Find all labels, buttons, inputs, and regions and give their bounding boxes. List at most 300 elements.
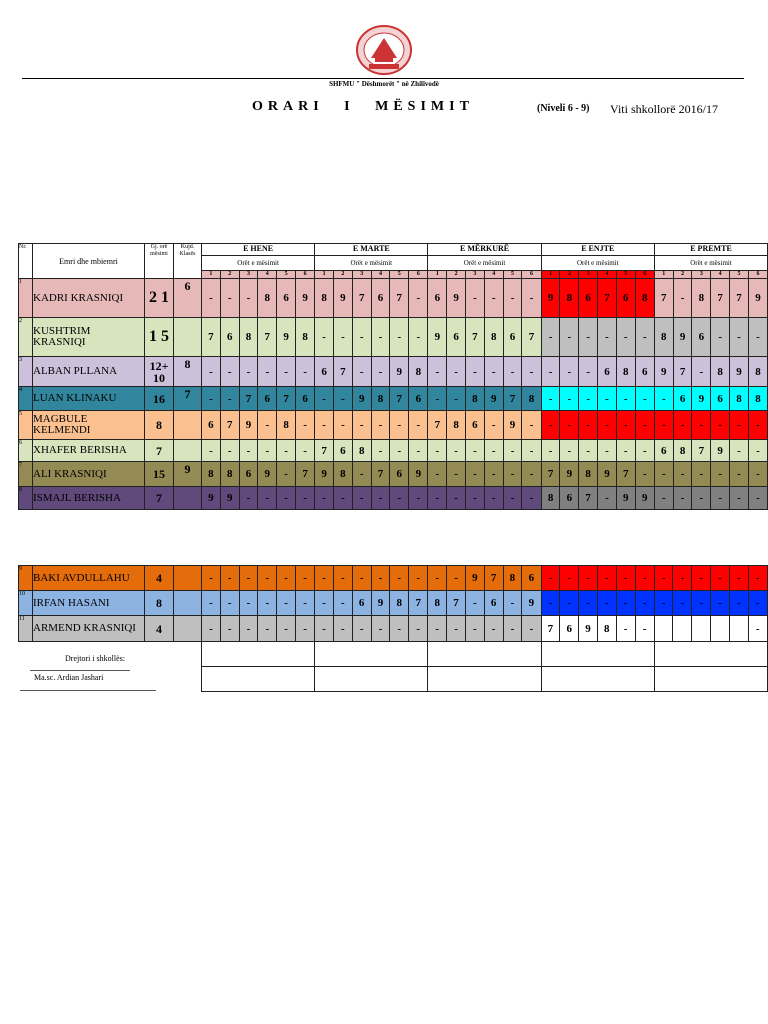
- schedule-cell: -: [409, 411, 428, 440]
- schedule-cell: 6: [220, 318, 239, 357]
- schedule-cell: -: [258, 566, 277, 591]
- period-number: 5: [616, 271, 635, 279]
- schedule-cell: -: [277, 566, 296, 591]
- schedule-cell: 9: [541, 279, 560, 318]
- schedule-cell: 9: [692, 387, 711, 411]
- teacher-hours: 7: [145, 487, 174, 510]
- schedule-cell: -: [541, 591, 560, 616]
- schedule-cell: -: [711, 318, 730, 357]
- period-number: 2: [220, 271, 239, 279]
- schedule-cell: -: [466, 487, 485, 510]
- schedule-cell: -: [295, 440, 314, 462]
- schedule-cell: -: [748, 462, 767, 487]
- schedule-cell: -: [277, 487, 296, 510]
- period-number: 4: [598, 271, 617, 279]
- schedule-cell: -: [730, 487, 749, 510]
- schedule-cell: -: [522, 487, 541, 510]
- teacher-hours: 8: [145, 411, 174, 440]
- schedule-cell: -: [579, 440, 598, 462]
- signature-line: [30, 670, 130, 671]
- schedule-cell: -: [730, 411, 749, 440]
- level-label: (Niveli 6 - 9): [537, 103, 590, 114]
- schedule-cell: 9: [654, 357, 673, 387]
- schedule-cell: 6: [334, 440, 353, 462]
- schedule-cell: -: [635, 566, 654, 591]
- schedule-cell: -: [466, 462, 485, 487]
- class-teacher: [174, 411, 202, 440]
- schedule-cell: 6: [503, 318, 522, 357]
- schedule-cell: -: [711, 411, 730, 440]
- schedule-cell: -: [315, 318, 334, 357]
- schedule-cell: -: [466, 279, 485, 318]
- schedule-cell: 7: [428, 411, 447, 440]
- schedule-cell: -: [635, 411, 654, 440]
- day-name: E ENJTE: [581, 244, 615, 253]
- schedule-cell: 7: [711, 279, 730, 318]
- schedule-cell: -: [202, 440, 221, 462]
- schedule-cell: 6: [579, 279, 598, 318]
- schedule-cell: 7: [541, 462, 560, 487]
- blank-cell: [428, 667, 541, 692]
- table-row: [19, 566, 768, 591]
- schedule-cell: -: [484, 616, 503, 642]
- schedule-cell: 7: [616, 462, 635, 487]
- schedule-cell: 9: [390, 357, 409, 387]
- schedule-cell: -: [390, 440, 409, 462]
- row-number: 2: [19, 318, 33, 357]
- schedule-cell: 9: [673, 318, 692, 357]
- schedule-cell: -: [484, 411, 503, 440]
- teacher-hours: 8: [145, 591, 174, 616]
- schedule-cell: -: [635, 616, 654, 642]
- schedule-cell: -: [616, 440, 635, 462]
- schedule-cell: -: [371, 487, 390, 510]
- schedule-cell: 8: [522, 387, 541, 411]
- period-number: 3: [579, 271, 598, 279]
- teacher-hours: 1 5: [145, 318, 174, 357]
- table-row: [19, 487, 768, 510]
- schedule-cell: 9: [484, 387, 503, 411]
- schedule-cell: -: [277, 591, 296, 616]
- schedule-cell: -: [730, 440, 749, 462]
- schedule-cell: -: [598, 440, 617, 462]
- row-number: 8: [19, 487, 33, 510]
- schedule-cell: 9: [616, 487, 635, 510]
- schedule-cell: -: [541, 357, 560, 387]
- period-number: 3: [466, 271, 485, 279]
- table-row: [19, 462, 768, 487]
- schedule-cell: 6: [654, 440, 673, 462]
- schedule-cell: -: [503, 462, 522, 487]
- table-row: [19, 357, 768, 387]
- table-row: [19, 279, 768, 318]
- schedule-cell: -: [202, 591, 221, 616]
- schedule-cell: 8: [673, 440, 692, 462]
- schedule-cell: 8: [579, 462, 598, 487]
- day-header: [654, 244, 767, 271]
- schedule-cell: 8: [277, 411, 296, 440]
- schedule-cell: -: [447, 487, 466, 510]
- row-number: 3: [19, 357, 33, 387]
- schedule-cell: -: [220, 566, 239, 591]
- schedule-cell: -: [748, 487, 767, 510]
- class-teacher: 7: [174, 387, 202, 411]
- period-number: 6: [409, 271, 428, 279]
- schedule-cell: 7: [371, 462, 390, 487]
- schedule-cell: 7: [598, 279, 617, 318]
- schedule-cell: 9: [748, 279, 767, 318]
- period-number: 6: [295, 271, 314, 279]
- period-number: 5: [390, 271, 409, 279]
- schedule-cell: -: [579, 591, 598, 616]
- class-teacher: 9: [174, 462, 202, 487]
- schedule-cell: 8: [711, 357, 730, 387]
- schedule-cell: 6: [522, 566, 541, 591]
- period-number: 1: [315, 271, 334, 279]
- period-number: 3: [692, 271, 711, 279]
- schedule-cell: 8: [484, 318, 503, 357]
- schedule-cell: -: [447, 357, 466, 387]
- schedule-cell: 8: [730, 387, 749, 411]
- schedule-cell: -: [673, 411, 692, 440]
- schedule-cell: -: [239, 357, 258, 387]
- schedule-cell: -: [334, 411, 353, 440]
- schedule-cell: 9: [220, 487, 239, 510]
- day-subheader: Orët e mësimit: [202, 255, 314, 270]
- teacher-hours: 12+ 10: [145, 357, 174, 387]
- schedule-cell: 6: [277, 279, 296, 318]
- schedule-cell: 9: [465, 566, 484, 591]
- row-number: 4: [19, 387, 33, 411]
- blank-cell: [315, 642, 428, 667]
- schedule-cell: 9: [447, 279, 466, 318]
- schedule-cell: 6: [560, 616, 579, 642]
- table-row: [19, 387, 768, 411]
- schedule-cell: -: [503, 616, 522, 642]
- schedule-cell: 7: [334, 357, 353, 387]
- period-number: 3: [239, 271, 258, 279]
- teacher-name: KADRI KRASNIQI: [33, 279, 145, 318]
- schedule-cell: [729, 616, 748, 642]
- schedule-cell: 8: [654, 318, 673, 357]
- schedule-cell: 9: [579, 616, 598, 642]
- schedule-cell: -: [239, 591, 258, 616]
- schedule-cell: -: [220, 357, 239, 387]
- schedule-cell: -: [315, 487, 334, 510]
- period-number: 2: [334, 271, 353, 279]
- class-teacher: [174, 318, 202, 357]
- schedule-cell: 9: [277, 318, 296, 357]
- blank-cell: [541, 642, 654, 667]
- schedule-cell: 6: [428, 279, 447, 318]
- teacher-name: XHAFER BERISHA: [33, 440, 145, 462]
- schedule-cell: -: [730, 318, 749, 357]
- schedule-cell: -: [295, 566, 314, 591]
- schedule-cell: -: [465, 591, 484, 616]
- schedule-cell: 8: [202, 462, 221, 487]
- schedule-cell: -: [579, 411, 598, 440]
- class-teacher: [174, 487, 202, 510]
- schedule-cell: 8: [748, 387, 767, 411]
- class-teacher: 8: [174, 357, 202, 387]
- schedule-cell: -: [484, 357, 503, 387]
- schedule-cell: -: [295, 411, 314, 440]
- schedule-cell: -: [748, 440, 767, 462]
- schedule-cell: -: [711, 566, 730, 591]
- schedule-cell: -: [465, 616, 484, 642]
- teacher-name: ISMAJL BERISHA: [33, 487, 145, 510]
- schedule-cell: -: [333, 616, 352, 642]
- school-year: Viti shkollorë 2016/17: [610, 102, 718, 116]
- schedule-cell: -: [352, 318, 371, 357]
- schedule-cell: 8: [616, 357, 635, 387]
- row-number: 6: [19, 440, 33, 462]
- schedule-cell: -: [239, 279, 258, 318]
- schedule-cell: 8: [334, 462, 353, 487]
- schedule-cell: 9: [560, 462, 579, 487]
- schedule-cell: -: [748, 566, 767, 591]
- class-teacher: [174, 591, 202, 616]
- day-name: E HENE: [243, 244, 274, 253]
- schedule-cell: 7: [522, 318, 541, 357]
- school-logo: [355, 24, 413, 76]
- schedule-cell: 7: [295, 462, 314, 487]
- schedule-cell: 8: [503, 566, 522, 591]
- schedule-cell: 7: [277, 387, 296, 411]
- row-number: 11: [19, 616, 33, 642]
- schedule-cell: 8: [748, 357, 767, 387]
- schedule-cell: -: [295, 357, 314, 387]
- schedule-cell: 6: [295, 387, 314, 411]
- schedule-cell: -: [597, 566, 616, 591]
- schedule-cell: 6: [560, 487, 579, 510]
- day-name: E MARTE: [352, 244, 390, 253]
- schedule-cell: 8: [597, 616, 616, 642]
- class-teacher: [174, 616, 202, 642]
- schedule-cell: -: [352, 616, 371, 642]
- schedule-cell: 8: [409, 357, 428, 387]
- schedule-cell: -: [409, 318, 428, 357]
- schedule-cell: 6: [315, 357, 334, 387]
- schedule-cell: -: [635, 387, 654, 411]
- schedule-cell: -: [447, 462, 466, 487]
- schedule-cell: -: [654, 462, 673, 487]
- schedule-cell: -: [258, 357, 277, 387]
- schedule-cell: -: [315, 387, 334, 411]
- schedule-cell: 8: [258, 279, 277, 318]
- schedule-cell: -: [428, 487, 447, 510]
- schedule-cell: 6: [484, 591, 503, 616]
- schedule-cell: -: [579, 387, 598, 411]
- teacher-hours: 15: [145, 462, 174, 487]
- schedule-cell: -: [334, 318, 353, 357]
- period-number: 1: [541, 271, 560, 279]
- period-number: 5: [730, 271, 749, 279]
- schedule-cell: -: [295, 487, 314, 510]
- day-header: [428, 244, 541, 271]
- schedule-cell: -: [541, 387, 560, 411]
- schedule-cell: -: [579, 318, 598, 357]
- schedule-cell: [711, 616, 730, 642]
- schedule-cell: -: [654, 387, 673, 411]
- schedule-cell: 8: [315, 279, 334, 318]
- schedule-cell: -: [616, 566, 635, 591]
- period-number: 4: [484, 271, 503, 279]
- period-number: 2: [447, 271, 466, 279]
- schedule-cell: -: [220, 387, 239, 411]
- schedule-cell: 7: [220, 411, 239, 440]
- schedule-cell: -: [673, 279, 692, 318]
- class-teacher: 6: [174, 279, 202, 318]
- schedule-cell: -: [616, 591, 635, 616]
- schedule-cell: 8: [635, 279, 654, 318]
- period-number: 1: [202, 271, 221, 279]
- schedule-cell: -: [447, 616, 466, 642]
- schedule-cell: -: [352, 487, 371, 510]
- schedule-cell: 8: [220, 462, 239, 487]
- schedule-cell: -: [729, 591, 748, 616]
- schedule-cell: 6: [202, 411, 221, 440]
- schedule-cell: 7: [447, 591, 466, 616]
- schedule-cell: -: [635, 462, 654, 487]
- schedule-cell: 7: [541, 616, 560, 642]
- schedule-cell: -: [277, 616, 296, 642]
- schedule-cell: -: [409, 566, 428, 591]
- day-name: E MËRKURË: [459, 244, 510, 253]
- schedule-cell: -: [484, 440, 503, 462]
- schedule-cell: -: [390, 318, 409, 357]
- schedule-cell: -: [598, 387, 617, 411]
- schedule-cell: -: [692, 462, 711, 487]
- schedule-cell: -: [579, 566, 598, 591]
- schedule-cell: -: [202, 279, 221, 318]
- schedule-cell: -: [315, 411, 334, 440]
- signature-name: Ma.sc. Ardian Jashari: [34, 673, 104, 682]
- schedule-cell: -: [503, 440, 522, 462]
- blank-cell: [202, 667, 315, 692]
- row-number: 9: [19, 566, 33, 591]
- schedule-cell: 6: [239, 462, 258, 487]
- schedule-cell: -: [598, 318, 617, 357]
- teacher-name: KUSHTRIM KRASNIQI: [33, 318, 145, 357]
- schedule-cell: -: [428, 566, 447, 591]
- schedule-cell: -: [692, 411, 711, 440]
- schedule-cell: -: [220, 440, 239, 462]
- schedule-cell: -: [220, 591, 239, 616]
- day-header: [541, 244, 654, 271]
- teacher-name: ALBAN PLLANA: [33, 357, 145, 387]
- schedule-cell: 6: [635, 357, 654, 387]
- schedule-cell: 7: [239, 387, 258, 411]
- schedule-cell: -: [447, 440, 466, 462]
- schedule-cell: 6: [352, 591, 371, 616]
- schedule-cell: -: [673, 462, 692, 487]
- teacher-name: BAKI AVDULLAHU: [33, 566, 145, 591]
- header-class: Kujd. Klasës: [174, 244, 202, 279]
- blank-cell: [541, 667, 654, 692]
- schedule-cell: -: [409, 616, 428, 642]
- schedule-cell: -: [202, 566, 221, 591]
- schedule-cell: 9: [711, 440, 730, 462]
- period-number: 4: [371, 271, 390, 279]
- schedule-cell: 7: [503, 387, 522, 411]
- schedule-cell: 9: [352, 387, 371, 411]
- schedule-cell: 9: [635, 487, 654, 510]
- schedule-cell: 7: [730, 279, 749, 318]
- schedule-cell: -: [409, 279, 428, 318]
- schedule-cell: -: [277, 440, 296, 462]
- schedule-cell: -: [295, 591, 314, 616]
- schedule-cell: 8: [428, 591, 447, 616]
- schedule-cell: -: [541, 440, 560, 462]
- teacher-hours: 7: [145, 440, 174, 462]
- schedule-cell: -: [503, 487, 522, 510]
- schedule-cell: [673, 616, 692, 642]
- schedule-cell: -: [334, 487, 353, 510]
- schedule-cell: -: [560, 318, 579, 357]
- schedule-cell: -: [202, 357, 221, 387]
- teacher-name: IRFAN HASANI: [33, 591, 145, 616]
- teacher-name: ARMEND KRASNIQI: [33, 616, 145, 642]
- period-number: 6: [748, 271, 767, 279]
- schedule-cell: -: [428, 616, 447, 642]
- schedule-cell: -: [616, 616, 635, 642]
- schedule-cell: -: [654, 591, 673, 616]
- schedule-cell: 8: [239, 318, 258, 357]
- header-hours: Gj. orë mësimi: [145, 244, 174, 279]
- period-number: 5: [503, 271, 522, 279]
- schedule-cell: -: [635, 591, 654, 616]
- schedule-cell: -: [541, 566, 560, 591]
- schedule-cell: -: [560, 387, 579, 411]
- schedule-cell: -: [202, 616, 221, 642]
- schedule-cell: -: [428, 357, 447, 387]
- schedule-cell: -: [598, 487, 617, 510]
- schedule-cell: 8: [352, 440, 371, 462]
- schedule-cell: -: [616, 387, 635, 411]
- schedule-cell: -: [711, 487, 730, 510]
- schedule-cell: 7: [484, 566, 503, 591]
- schedule-cell: -: [748, 318, 767, 357]
- schedule-cell: -: [371, 357, 390, 387]
- schedule-cell: -: [522, 462, 541, 487]
- schedule-cell: 9: [334, 279, 353, 318]
- schedule-cell: -: [635, 440, 654, 462]
- schedule-cell: 8: [560, 279, 579, 318]
- schedule-cell: 6: [616, 279, 635, 318]
- table-row: [19, 440, 768, 462]
- teacher-hours: 2 1: [145, 279, 174, 318]
- schedule-cell: 9: [522, 591, 541, 616]
- schedule-cell: 8: [390, 591, 409, 616]
- schedule-cell: 6: [711, 387, 730, 411]
- schedule-cell: 8: [447, 411, 466, 440]
- schedule-cell: -: [334, 387, 353, 411]
- schedule-cell: -: [352, 411, 371, 440]
- period-number: 6: [522, 271, 541, 279]
- schedule-cell: -: [560, 566, 579, 591]
- schedule-cell: -: [352, 566, 371, 591]
- schedule-cell: -: [598, 411, 617, 440]
- period-number: 5: [277, 271, 296, 279]
- teacher-hours: 16: [145, 387, 174, 411]
- table-row: [19, 616, 768, 642]
- schedule-table: [18, 243, 768, 510]
- schedule-cell: -: [295, 616, 314, 642]
- schedule-cell: -: [447, 387, 466, 411]
- schedule-cell: 6: [447, 318, 466, 357]
- schedule-cell: 6: [673, 387, 692, 411]
